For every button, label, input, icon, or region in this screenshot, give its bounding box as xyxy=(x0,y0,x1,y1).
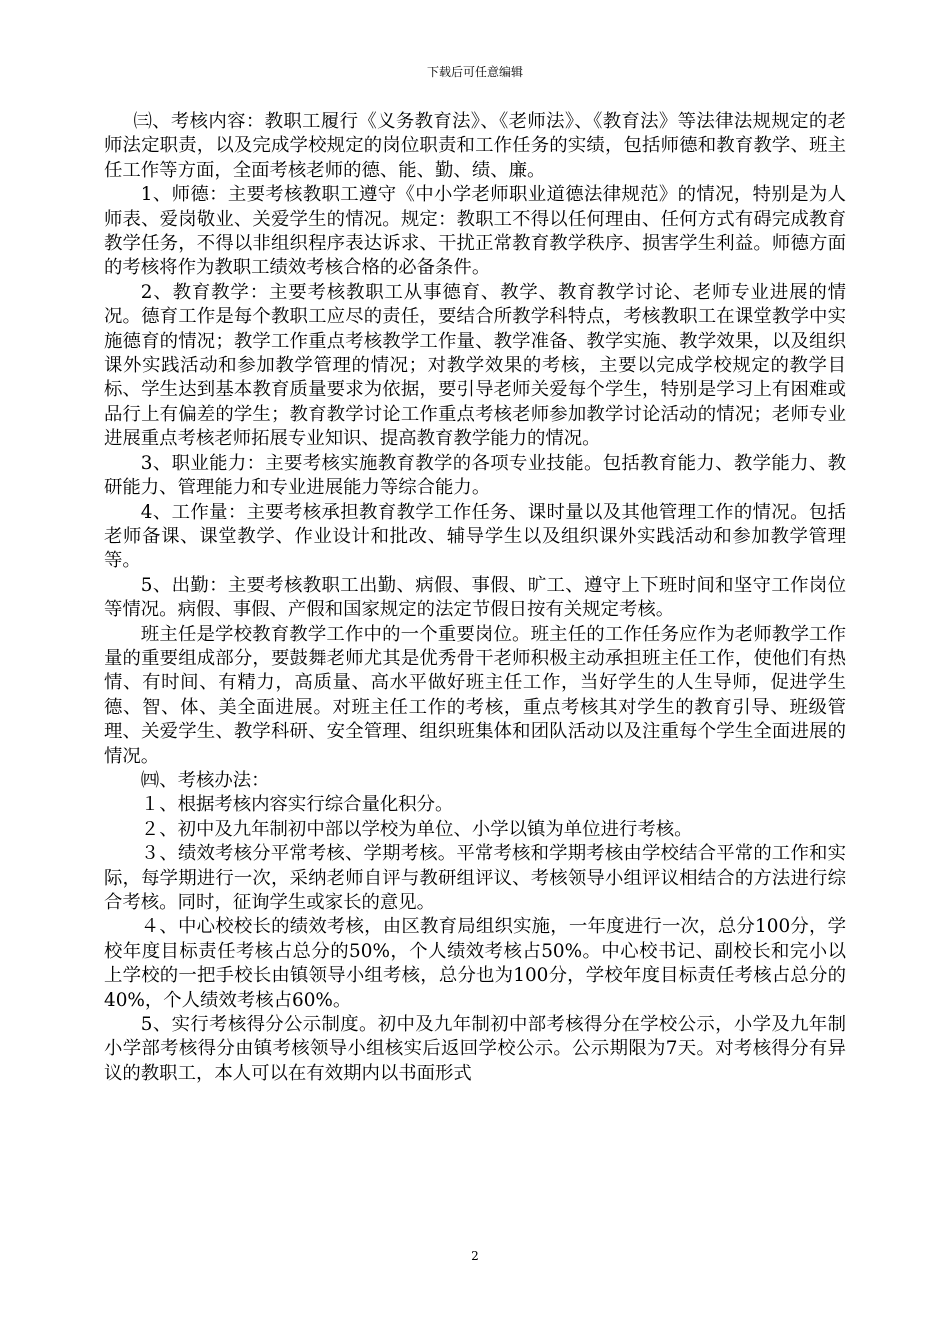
document-body xyxy=(104,110,846,1086)
section-3-assessment-content: ㈢、考核内容：教职工履行《义务教育法》、《老师法》、《教育法》等法律法规规定的老师法定职责，以及完成学校规定的岗位职责和工作任务的实绩，包括师德和教育教学、班主任工作等方面，全面考核老师的德、能、勤、绩、廉。 xyxy=(104,111,846,181)
section-4-assessment-method: ㈣、考核办法： xyxy=(140,769,270,791)
item-3-professional-ability: 3、职业能力：主要考核实施教育教学的各项专业技能。包括教育能力、教学能力、教研能力、管理能力和专业进展能力等综合能力。 xyxy=(104,452,846,499)
page-header: 下载后可任意编辑 xyxy=(426,65,523,79)
method-item-4: ４、中心校校长的绩效考核，由区教育局组织实施，一年度进行一次，总分100分，学校年度目标责任考核占总分的50%，个人绩效考核占50%。中心校书记、副校长和完小以上学校的一把手校长由镇领导小组考核，总分也为100分，学校年度目标责任考核占总分的40%，个人绩效考核占60%。 xyxy=(104,916,846,1011)
method-item-3: ３、绩效考核分平常考核、学期考核。平常考核和学期考核由学校结合平常的工作和实际，每学期进行一次，采纳老师自评与教研组评议、考核领导小组评议相结合的方法进行综合考核。同时，征询学生或家长的意见。 xyxy=(104,843,846,913)
method-item-5: 5、实行考核得分公示制度。初中及九年制初中部考核得分在学校公示，小学及九年制小学部考核得分由镇考核领导小组核实后返回学校公示。公示期限为7天。对考核得分有异议的教职工，本人可以在有效期内以书面形式 xyxy=(104,1014,846,1084)
page-number: 2 xyxy=(471,1249,479,1263)
item-4-workload: 4、工作量：主要考核承担教育教学工作任务、课时量以及其他管理工作的情况。包括老师备课、课堂教学、作业设计和批改、辅导学生以及组织课外实践活动和参加教学管理等。 xyxy=(104,501,846,572)
item-1-teacher-ethics: 1、师德：主要考核教职工遵守《中小学老师职业道德法律规范》的情况，特别是为人师表、爱岗敬业、关爱学生的情况。规定：教职工不得以任何理由、任何方式有碍完成教育教学任务，不得以非组织程序表达诉求、干扰正常教育教学秩序、损害学生利益。师德方面的考核将作为教职工绩效考核合格的必备条件。 xyxy=(104,184,846,279)
item-2-education-teaching: 2、教育教学：主要考核教职工从事德育、教学、教育教学讨论、老师专业进展的情况。德育工作是每个教职工应尽的责任，要结合所教学科特点，考核教职工在课堂教学中实施德育的情况；教学工作重点考核教学工作量、教学准备、教学实施、教学效果，以及组织课外实践活动和参加教学管理的情况；对教学效果的考核，主要以完成学校规定的教学目标、学生达到基本教育质量要求为依据，要引导老师关爱每个学生，特别是学习上有困难或品行上有偏差的学生；教育教学讨论工作重点考核老师参加教学讨论活动的情况；老师专业进展重点考核老师拓展专业知识、提高教育教学能力的情况。 xyxy=(104,281,846,450)
item-5-attendance: 5、出勤：主要考核教职工出勤、病假、事假、旷工、遵守上下班时间和坚守工作岗位等情况。病假、事假、产假和国家规定的法定节假日按有关规定考核。 xyxy=(104,574,846,621)
method-item-1: １、根据考核内容实行综合量化积分。 xyxy=(140,794,454,816)
method-item-2: ２、初中及九年制初中部以学校为单位、小学以镇为单位进行考核。 xyxy=(140,818,693,840)
head-teacher-paragraph: 班主任是学校教育教学工作中的一个重要岗位。班主任的工作任务应作为老师教学工作量的重要组成部分，要鼓舞老师尤其是优秀骨干老师积极主动承担班主任工作，使他们有热情、有时间、有精力，高质量、高水平做好班主任工作，当好学生的人生导师，促进学生德、智、体、美全面进展。对班主任工作的考核，重点考核其对学生的教育引导、班级管理、关爱学生、教学科研、安全管理、组织班集体和团队活动以及注重每个学生全面进展的情况。 xyxy=(104,623,846,767)
